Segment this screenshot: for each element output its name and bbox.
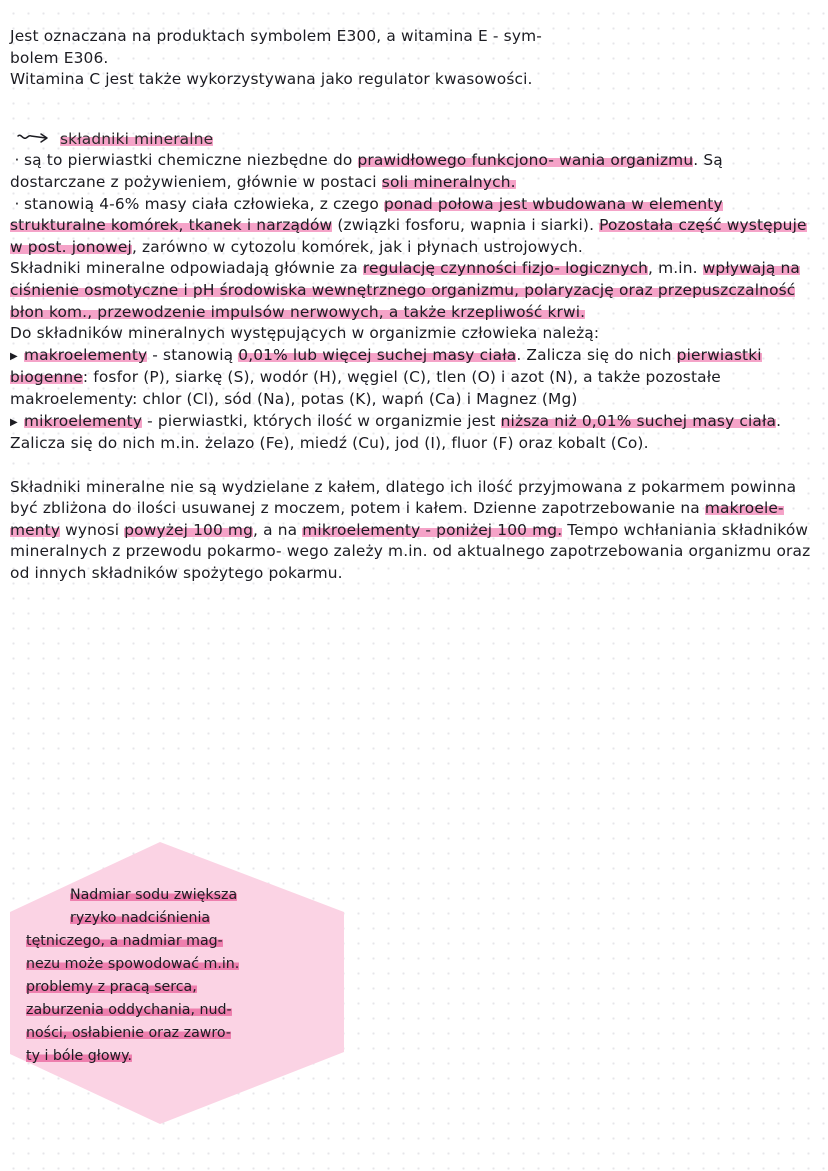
bullet-icon: · [14,194,20,213]
highlight: niższa niż 0,01% suchej masy ciała [500,411,777,430]
highlight: mikroelementy [24,411,143,430]
highlight: ty i bóle głowy. [26,1048,132,1064]
intro-line: Jest oznaczana na produktach symbolem E300, a witamina E - sym- [10,27,542,45]
highlight: prawidłowego funkcjono- wania organizmu [357,151,694,170]
highlight: problemy z pracą serca, [26,979,197,995]
section-heading [16,129,816,151]
highlight: zaburzenia oddychania, nud- [26,1002,232,1018]
highlight: ryzyko nadciśnienia [70,910,211,926]
highlight: mikroelementy - poniżej 100 mg. [302,520,563,539]
note-body [10,26,816,585]
highlight: makroele- menty [10,499,784,539]
intro-line: bolem E306. [10,48,109,67]
highlight: wpływają na ciśnienie osmotyczne i pH środowiska wewnętrznego organizmu, polaryzację oraz przepuszczalność błon kom., przewodzenie impulsów nerwowych, a także krzepliwość krwi. [10,259,800,321]
triangle-bullet-icon: ▶ [10,350,18,362]
paragraph-function: Składniki mineralne odpowiadają głównie za regulację czynności fizjo- logicznych, m.in. wpływają na ciśnienie osmotyczne i pH środowiska wewnętrznego organizmu, polaryzację oraz przepuszczalność błon kom., przewodzenie impulsów nerwowych, a także krzepliwość krwi. [10,259,800,321]
paragraph-composition: · stanowią 4-6% masy ciała człowieka, z czego ponad połowa jest wbudowana w elementy strukturalne komórek, tkanek i narządów (związki fosforu, wapnia i siarki). Pozostała część występuje w post. jonowej, zarówno w cytozolu komórek, jak i płynach ustrojowych. [10,194,807,256]
paragraph-definition: · są to pierwiastki chemiczne niezbędne do prawidłowego funkcjono- wania organizmu. Są dostarczane z pożywieniem, głównie w postaci soli mineralnych. [10,151,723,191]
bullet-icon: · [14,151,20,170]
intro-line: Witamina C jest także wykorzystywana jako regulator kwasowości. [10,70,533,89]
highlight: regulację czynności fizjo- logicznych [362,259,648,278]
list-item-microelements: ▶ mikroelementy - pierwiastki, których ilość w organizmie jest niższa niż 0,01% suchej masy ciała. Zalicza się do nich m.in. żelazo (Fe), miedź (Cu), jod (I), fluor (F) oraz kobalt (Co). [10,411,782,453]
highlight: ności, osłabienie oraz zawro- [26,1025,231,1041]
hexagon-text [26,884,336,1068]
highlight: ponad połowa jest wbudowana w elementy strukturalne komórek, tkanek i narządów [10,194,723,235]
highlight: nezu może spowodować m.in. [26,956,240,972]
arrow-right-icon [16,130,54,146]
highlight: soli mineralnych. [381,172,516,191]
highlight: Nadmiar sodu zwiększa [70,887,238,903]
triangle-bullet-icon: ▶ [10,416,18,428]
highlight: makroelementy [24,345,148,364]
highlight: Pozostała część występuje w post. jonowej [10,216,807,256]
hexagon-note [10,842,344,1124]
highlight: tętniczego, a nadmiar mag- [26,933,223,949]
paragraph-intro-list: Do składników mineralnych występujących w organizmie człowieka należą: [10,324,600,343]
highlight: 0,01% lub więcej suchej masy ciała [238,345,517,364]
paragraph-intake: Składniki mineralne nie są wydzielane z kałem, dlatego ich ilość przyjmowana z pokarmem powinna być zbliżona do ilości usuwanej z moczem, potem i kałem. Dzienne zapotrzebowanie na makroele- menty wynosi powyżej 100 mg, a na mikroelementy - poniżej 100 mg. Tempo wchłaniania składników mineralnych z przewodu pokarmo- wego zależy m.in. od aktualnego zapotrzebowania organizmu oraz od innych składników spożytego pokarmu. [10,477,811,583]
highlight: pierwiastki biogenne [10,345,762,387]
section-heading-text: składniki mineralne [60,129,214,148]
highlight: powyżej 100 mg [124,520,253,539]
list-item-macroelements: ▶ makroelementy - stanowią 0,01% lub więcej suchej masy ciała. Zalicza się do nich pierwiastki biogenne: fosfor (P), siarkę (S), wodór (H), węgiel (C), tlen (O) i azot (N), a także pozostałe makroelementy: chlor (Cl), sód (Na), potas (K), wapń (Ca) i Magnez (Mg) [10,345,762,408]
